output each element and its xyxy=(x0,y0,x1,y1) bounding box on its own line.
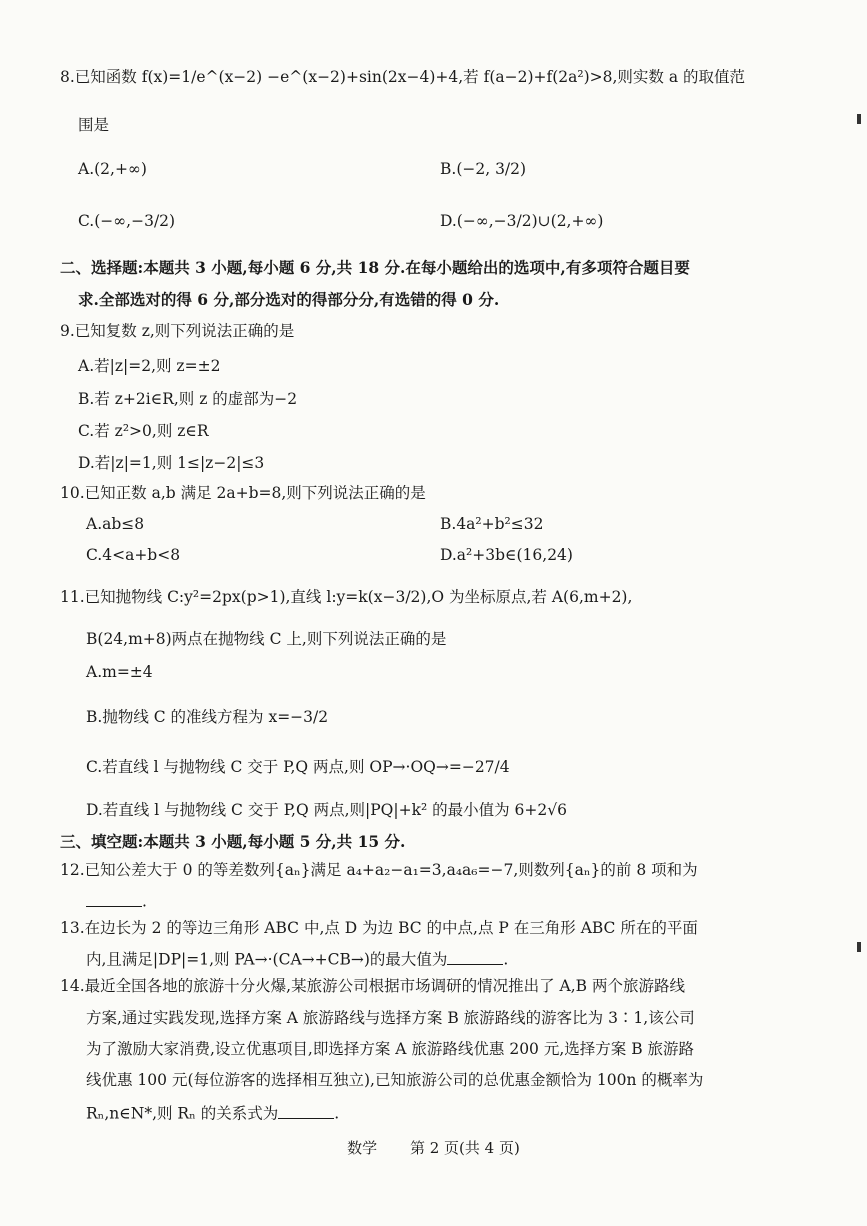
section2-heading: 二、选择题:本题共 3 小题,每小题 6 分,共 18 分.在每小题给出的选项中,有多项符合题目要 xyxy=(60,258,690,277)
q13-text: 13.在边长为 2 的等边三角形 ABC 中,点 D 为边 BC 的中点,点 P 在三角形 ABC 所在的平面 xyxy=(60,919,698,937)
binding-mark xyxy=(857,114,861,124)
section2-heading-cont: 求.全部选对的得 6 分,部分选对的得部分分,有选错的得 0 分. xyxy=(78,290,500,309)
q9-option-a: A.若|z|=2,则 z=±2 xyxy=(78,357,221,375)
q13-blank[interactable] xyxy=(447,948,503,965)
q11-option-a: A.m=±4 xyxy=(86,663,153,681)
q8-stem-cont: 围是 xyxy=(78,116,110,134)
q13-text-cont: 内,且满足|DP|=1,则 PA→·(CA→+CB→)的最大值为 . xyxy=(86,948,508,970)
q10-option-c: C.4<a+b<8 xyxy=(86,546,181,564)
q8-option-b: B.(−2, 3/2) xyxy=(440,160,527,178)
q8-option-c: C.(−∞,−3/2) xyxy=(78,212,176,230)
q14-blank[interactable] xyxy=(278,1102,334,1119)
q10-option-d: D.a²+3b∈(16,24) xyxy=(440,546,573,564)
q12-blank[interactable] xyxy=(86,890,142,907)
q8-option-a: A.(2,+∞) xyxy=(78,160,147,178)
q8-option-d: D.(−∞,−3/2)∪(2,+∞) xyxy=(440,212,604,230)
q14-text-1: 14.最近全国各地的旅游十分火爆,某旅游公司根据市场调研的情况推出了 A,B 两个旅游路线 xyxy=(60,977,685,995)
q10-option-a: A.ab≤8 xyxy=(86,515,145,533)
q9-option-b: B.若 z+2i∈R,则 z 的虚部为−2 xyxy=(78,390,298,408)
q14-text-5: Rₙ,n∈N*,则 Rₙ 的关系式为 . xyxy=(86,1102,339,1124)
q11-option-d: D.若直线 l 与抛物线 C 交于 P,Q 两点,则|PQ|+k² 的最小值为 6+2√6 xyxy=(86,801,568,819)
footer-page-number: 第 2 页(共 4 页) xyxy=(409,1139,520,1157)
q12-answer-line: . xyxy=(86,890,147,912)
q14-text-4: 线优惠 100 元(每位游客的选择相互独立),已知旅游公司的总优惠金额恰为 100n 的概率为 xyxy=(86,1071,704,1089)
q10-option-b: B.4a²+b²≤32 xyxy=(440,515,544,533)
q14-text-3: 为了激励大家消费,设立优惠项目,即选择方案 A 旅游路线优惠 200 元,选择方案 B 旅游路 xyxy=(86,1040,695,1058)
q11-option-c: C.若直线 l 与抛物线 C 交于 P,Q 两点,则 OP→·OQ→=−27/4 xyxy=(86,758,510,776)
q12-text: 12.已知公差大于 0 的等差数列{aₙ}满足 a₄+a₂−a₁=3,a₄a₆=−7,则数列{aₙ}的前 8 项和为 xyxy=(60,861,698,879)
q9-option-d: D.若|z|=1,则 1≤|z−2|≤3 xyxy=(78,454,265,472)
q14-text-2: 方案,通过实践发现,选择方案 A 旅游路线与选择方案 B 旅游路线的游客比为 3∶1,该公司 xyxy=(86,1009,695,1027)
q11-option-b: B.抛物线 C 的准线方程为 x=−3/2 xyxy=(86,708,329,726)
section3-heading: 三、填空题:本题共 3 小题,每小题 5 分,共 15 分. xyxy=(60,832,406,851)
footer-subject: 数学 xyxy=(347,1139,378,1157)
binding-mark xyxy=(857,942,861,952)
q9-stem: 9.已知复数 z,则下列说法正确的是 xyxy=(60,322,295,340)
q11-stem: 11.已知抛物线 C:y²=2px(p>1),直线 l:y=k(x−3/2),O 为坐标原点,若 A(6,m+2), xyxy=(60,588,633,606)
q10-stem: 10.已知正数 a,b 满足 2a+b=8,则下列说法正确的是 xyxy=(60,484,426,502)
q9-option-c: C.若 z²>0,则 z∈R xyxy=(78,422,209,440)
q8-stem: 8.已知函数 f(x)=1/e^(x−2) −e^(x−2)+sin(2x−4)+4,若 f(a−2)+f(2a²)>8,则实数 a 的取值范 xyxy=(60,68,746,86)
page-footer xyxy=(0,1137,867,1158)
q11-stem-cont: B(24,m+8)两点在抛物线 C 上,则下列说法正确的是 xyxy=(86,630,447,648)
